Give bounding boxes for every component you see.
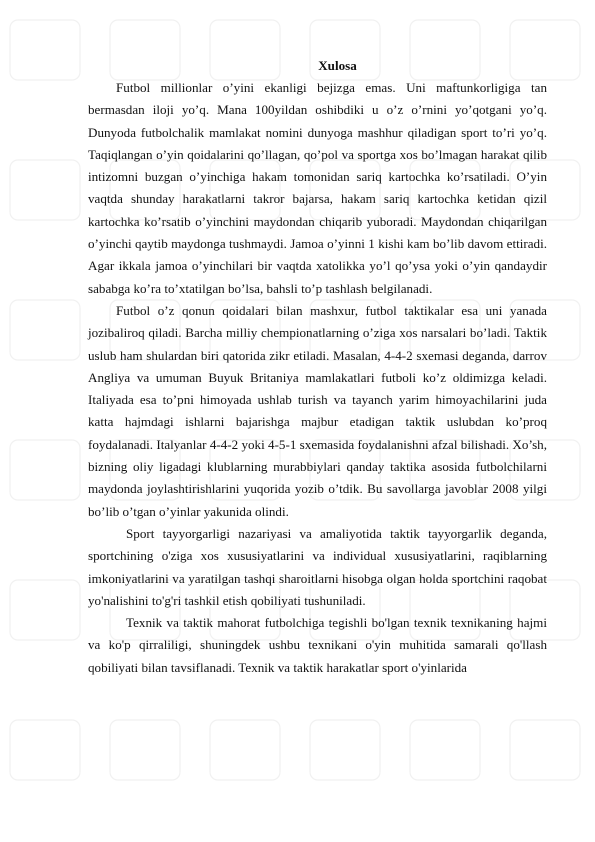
paragraph-2: Futbol o’z qonun qoidalari bilan mashxur, futbol taktikalar esa uni yanada jozibaliroq qiladi. Barcha milliy chempionatlarning o’ziga xos narsalari bo’ladi. Taktik uslub ham shulardan biri qatorida zikr etiladi. Masalan, 4-4-2 sxemasi deganda, darrov Angliya va umuman Buyuk Britaniya mamlakatlari futboli ko’z oldimizga keladi. Italiyada esa to’pni himoyada ushlab turish va tayanch yarim himoyachilarini juda katta hajmdagi ishlarni bajarishga majbur etadigan taktik uslubdan ko’proq foydalanadi. Italyanlar 4-4-2 yoki 4-5-1 sxemasida foydalanishni afzal bilishadi. Xo’sh, bizning oliy ligadagi klublarning murabbiylari qanday taktika asosida futbolchilarni maydonda joylashtirishlarini yuqorida yozib o’tdik. Bu savollarga javoblar 2008 yilgi bo’lib o’tgan o’yinlar yakunida olindi. <box>88 302 547 519</box>
watermark-row-6 <box>10 720 580 780</box>
paragraph-3: Sport tayyorgarligi nazariyasi va amaliyotida taktik tayyorgarlik deganda, sportchining o'ziga xos xususiyatlarini va individual xususiyatlarini, raqiblarning imkoniyatlarini va yaratilgan tashqi sharoitlarni hisobga olgan holda sportchini raqobat yo'nalishini to'g'ri tashkil etish qobiliyati tushuniladi. <box>88 525 547 608</box>
document-body <box>88 55 547 679</box>
paragraph-4: Texnik va taktik mahorat futbolchiga tegishli bo'lgan texnik texnikaning hajmi va ko'p qirraliligi, shuningdek ushbu texnikani o'yin muhitida samarali qo'llash qobiliyati bilan tavsiflanadi. Texnik va taktik harakatlar sport o'yinlarida <box>88 615 547 675</box>
document-title: Xulosa <box>318 58 357 73</box>
paragraph-1: Futbol millionlar o’yini ekanligi bejizga emas. Uni maftunkorligiga tan bermasdan iloji yo’q. Mana 100yildan oshibdiki u o’z o’rnini yo’qotgani yo’q. Dunyoda futbolchalik mamlakat nomini dunyoga mashhur qiladigan sport to’ri yo’q. Taqiqlangan o’yin qoidalarini qo’llagan, qo’pol va sportga xos bo’lmagan harakat qilib intizomni buzgan o’yinchiga hakam tomonidan sariq kartochka ko’rsatiladi. O’yin vaqtda shunday harakatlarni takror bajarsa, hakam sariq kartochka ketidan qizil kartochka ko’rsatib o’yinchini maydondan chiqarib yuboradi. Maydondan chiqarilgan o’yinchi qaytib maydonga tushmaydi. Jamoa o’yinni 1 kishi kam bo’lib davom ettiradi. Agar ikkala jamoa o’yinchilari bir vaqtda xatolikka yo’l qo’ysa yoki o’yin qandaydir sababga ko’ra to’xtatilgan bo’lsa, bahsli to’p tashlash belgilanadi. <box>88 80 547 296</box>
